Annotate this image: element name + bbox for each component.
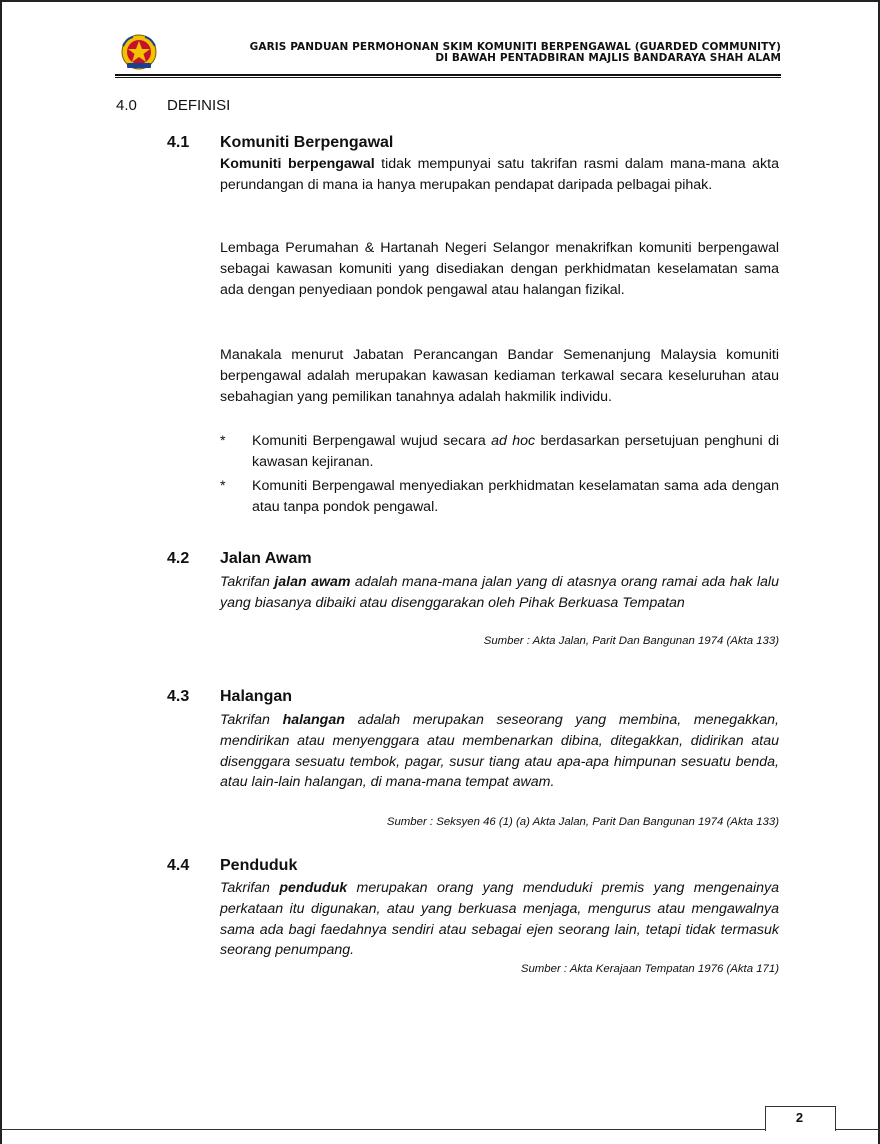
list-item-text: Komuniti Berpengawal menyediakan perkhidmatan keselamatan sama ada dengan atau tanpa pondok pengawal. xyxy=(252,478,779,515)
paragraph-text-pre: Takrifan xyxy=(220,712,283,728)
subsection-title-4-3: Halangan xyxy=(220,688,293,705)
paragraph-4-1-2: Lembaga Perumahan & Hartanah Negeri Selangor menakrifkan komuniti berpengawal sebagai kawasan komuniti yang disediakan dengan perkhidmatan keselamatan sama ada dengan penyediaan pondok pengawal atau halangan fizikal. xyxy=(220,240,779,298)
source-citation-4-4: Sumber : Akta Kerajaan Tempatan 1976 (Akta 171) xyxy=(520,963,779,975)
paragraph-text-post: adalah mana-mana jalan yang di atasnya orang ramai ada hak lalu yang biasanya dibaiki atau disenggarakan oleh Pihak Berkuasa Tempatan xyxy=(220,574,779,611)
term-ad-hoc: ad hoc xyxy=(491,433,536,449)
page-border-top xyxy=(0,0,880,2)
paragraph-text-post: merupakan orang yang menduduki premis yang mengenainya perkataan itu digunakan, atau yang berkuasa menjaga, mengurus atau mengawalnya sama ada bagi faedahnya sendiri atau sebagai ejen seorang lain, tetapi tidak termasuk seorang penumpang. xyxy=(220,880,779,959)
paragraph-text-post: adalah merupakan seseorang yang membina, menegakkan, mendirikan atau menyenggara atau membenarkan dibina, ditegakkan, didirikan atau disenggara sesuatu tembok, pagar, susur tiang atau apa-apa himpunan sesuatu benda, atau lain-lain halangan, di mana-mana tempat awam. xyxy=(220,712,779,791)
header-rule xyxy=(115,74,781,76)
subsection-title-4-4: Penduduk xyxy=(220,857,298,874)
paragraph-4-1-1 xyxy=(220,154,779,196)
paragraph-text-pre: Takrifan xyxy=(220,880,280,896)
term-halangan: halangan xyxy=(282,712,345,728)
bullet-asterisk: * xyxy=(220,478,226,494)
bullet-asterisk: * xyxy=(220,433,226,449)
header-line-1: GARIS PANDUAN PERMOHONAN SKIM KOMUNITI BERPENGAWAL (GUARDED COMMUNITY) xyxy=(249,41,781,53)
subsection-number-4-2: 4.2 xyxy=(167,550,190,567)
list-item-text-post: berdasarkan persetujuan penghuni di kawasan kejiranan. xyxy=(252,433,779,470)
subsection-number-4-4: 4.4 xyxy=(167,857,190,874)
term-komuniti-berpengawal: Komuniti berpengawal xyxy=(220,156,375,172)
header-rule-thin xyxy=(115,77,781,78)
paragraph-text: tidak mempunyai satu takrifan rasmi dalam mana-mana akta perundangan di mana ia hanya merupakan pendapat daripada pelbagai pihak. xyxy=(220,156,779,193)
term-jalan-awam: jalan awam xyxy=(274,574,351,590)
source-citation-4-2: Sumber : Akta Jalan, Parit Dan Bangunan 1974 (Akta 133) xyxy=(483,635,779,647)
subsection-title-4-2: Jalan Awam xyxy=(220,550,312,567)
paragraph-text-pre: Takrifan xyxy=(220,574,275,590)
list-item-text xyxy=(252,431,779,473)
section-number: 4.0 xyxy=(116,97,137,114)
document-header xyxy=(115,32,781,76)
source-citation-4-3: Sumber : Seksyen 46 (1) (a) Akta Jalan, Parit Dan Bangunan 1974 (Akta 133) xyxy=(386,816,779,828)
subsection-number-4-1: 4.1 xyxy=(167,134,190,151)
section-title: DEFINISI xyxy=(167,97,231,114)
subsection-number-4-3: 4.3 xyxy=(167,688,190,705)
page-border-left xyxy=(0,0,2,1144)
header-title xyxy=(250,42,781,64)
list-item-text-pre: Komuniti Berpengawal wujud secara xyxy=(252,433,492,449)
paragraph-4-1-3: Manakala menurut Jabatan Perancangan Bandar Semenanjung Malaysia komuniti berpengawal adalah merupakan kawasan kediaman terkawal secara keseluruhan atau sebahagian yang pemilikan tanahnya adalah hakmilik individu. xyxy=(220,347,779,405)
paragraph-4-2 xyxy=(220,572,779,614)
term-penduduk: penduduk xyxy=(279,880,348,896)
subsection-title-4-1: Komuniti Berpengawal xyxy=(220,134,394,151)
paragraph-4-4 xyxy=(220,878,779,961)
header-line-2: DI BAWAH PENTADBIRAN MAJLIS BANDARAYA SHAH ALAM xyxy=(435,52,781,64)
mbsa-crest-icon xyxy=(119,32,159,72)
paragraph-4-3 xyxy=(220,710,779,793)
page-number: 2 xyxy=(795,1110,804,1125)
footer-rule xyxy=(0,1129,880,1130)
